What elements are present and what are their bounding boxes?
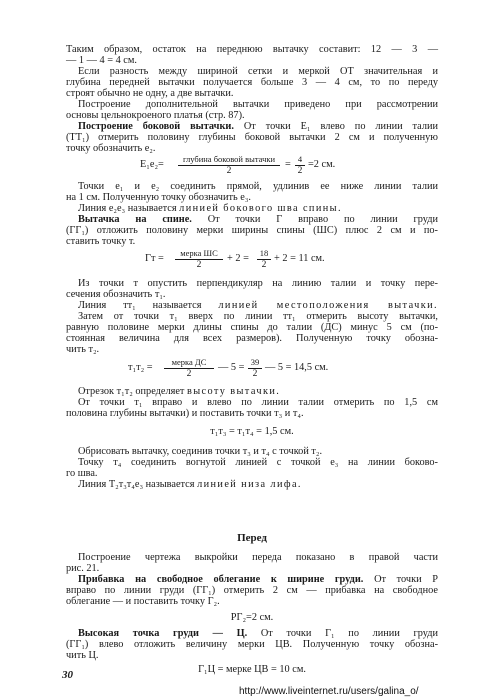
text-line: глубина передней вытачки получается больше 3 — 4 см, то по переду bbox=[66, 77, 438, 88]
formula-part: т₁т₂ = bbox=[128, 362, 153, 373]
text-line: Если разность между шириной сетки и меркой ОТ значительная и bbox=[78, 66, 438, 77]
text-line: облегание — и поставить точку Г₂. bbox=[66, 596, 220, 607]
text-line: половина глубины вытачки) и поставить точки т₃ и т₄. bbox=[66, 408, 304, 419]
text-line: основы цельнокроеного платья (стр. 87). bbox=[66, 110, 245, 121]
formula: РГ₂=2 см. bbox=[230, 612, 274, 623]
formula-denominator: 2 bbox=[297, 166, 303, 176]
text-span: Линия тт₁ называется bbox=[78, 300, 202, 311]
text-line: равную половине мерки длины спины до талии (ДС) минус 5 см (по- bbox=[66, 322, 438, 333]
spaced-term: линией низа лифа. bbox=[197, 479, 302, 490]
text-line bbox=[78, 574, 438, 585]
text-line: чить Ц. bbox=[66, 650, 99, 661]
text-span: Линия e₂e₃ называется bbox=[78, 203, 177, 214]
formula: Г₁Ц = мерке ЦВ = 10 см. bbox=[198, 664, 306, 675]
page-number: 30 bbox=[62, 669, 73, 681]
formula-numerator: глубина боковой вытачки bbox=[182, 154, 276, 164]
spaced-term: высоту вытачки. bbox=[186, 386, 281, 397]
text-span: От точки Р bbox=[374, 574, 439, 585]
formula bbox=[145, 248, 385, 270]
text-span: От точки E₁ влево по линии талии bbox=[243, 121, 438, 132]
text-line bbox=[78, 214, 438, 225]
watermark-link[interactable]: http://www.liveinternet.ru/users/galina_o/ bbox=[239, 686, 419, 697]
text-line: (ГГ₁) отложить половину мерки ширины спины (ШС) плюс 2 см и по- bbox=[66, 225, 438, 236]
text-line: От точки т₁ вправо и влево по линии талии отмерить по 1,5 см bbox=[78, 397, 438, 408]
text-span: От точки Г вправо по линии груди bbox=[207, 214, 438, 225]
formula-numerator: мерка ШС bbox=[180, 248, 218, 258]
text-line: чить т₂. bbox=[66, 344, 100, 355]
spaced-term: линией бокового шва спины. bbox=[179, 203, 342, 214]
text-span: От точки Г₁ по линии груди bbox=[260, 628, 438, 639]
text-line: (ГГ₁) влево отложить величину мерки ЦВ. Полученную точку обозна- bbox=[66, 639, 438, 650]
formula-numerator: 39 bbox=[250, 357, 260, 367]
text-line: Построение чертежа выкройки переда показано в правой части bbox=[78, 552, 438, 563]
subheading: Построение боковой вытачки. bbox=[78, 121, 234, 132]
formula-denominator: 2 bbox=[186, 369, 192, 379]
text-line: Построение дополнительной вытачки приведено при рассмотрении bbox=[78, 99, 438, 110]
spaced-term: линией местоположения вытачки. bbox=[218, 300, 439, 311]
formula-denominator: 2 bbox=[196, 260, 202, 270]
text-line bbox=[78, 479, 438, 490]
section-heading: Перед bbox=[237, 532, 267, 544]
formula-numerator: 4 bbox=[297, 154, 303, 164]
text-line: точку обозначить e₂. bbox=[66, 143, 156, 154]
text-line bbox=[78, 386, 438, 397]
subheading: Прибавка на свободное облегание к ширине груди. bbox=[78, 574, 364, 585]
formula-numerator: мерка ДС bbox=[171, 357, 207, 367]
text-line bbox=[78, 628, 438, 639]
formula-part: — 5 = 14,5 см. bbox=[265, 362, 329, 373]
text-span: Отрезок т₁т₂ определяет bbox=[78, 386, 185, 397]
formula-part: — 5 = bbox=[218, 362, 245, 373]
text-span: Линия Т₂т₃т₄e₃ называется bbox=[78, 479, 195, 490]
text-line: Точки e₁ и e₂ соединить прямой, удлинив ее ниже линии талии bbox=[78, 181, 438, 192]
text-line: (ТТ₁) отмерить половину глубины боковой вытачки 2 см и полученную bbox=[66, 132, 438, 143]
formula-part: =2 см. bbox=[308, 159, 336, 170]
text-line bbox=[78, 121, 438, 132]
text-line: вправо по линии груди (ГГ₁) отмерить 2 см — прибавка на свободное bbox=[66, 585, 438, 596]
text-line: Точку т₄ соединить вогнутой линией с точкой e₃ на линии боково- bbox=[78, 457, 438, 468]
text-line: на 1 см. Полученную точку обозначить e₃. bbox=[66, 192, 252, 203]
text-line: — 1 — 4 = 4 см. bbox=[66, 55, 137, 66]
text-line: стоянная величина для всех размеров). Полученную точку обозна- bbox=[66, 333, 438, 344]
formula-denominator: 2 bbox=[226, 166, 232, 176]
subheading: Вытачка на спине. bbox=[78, 214, 192, 225]
formula-denominator: 2 bbox=[261, 260, 267, 270]
text-line: рис. 21. bbox=[66, 563, 100, 574]
formula: т₁т₃ = т₁т₄ = 1,5 см. bbox=[210, 426, 294, 437]
formula-denominator: 2 bbox=[252, 369, 258, 379]
formula bbox=[140, 154, 380, 176]
text-line: Таким образом, остаток на переднюю вытачку составит: 12 — 3 — bbox=[66, 44, 438, 55]
subheading: Высокая точка груди — Ц. bbox=[78, 628, 248, 639]
formula-numerator: 18 bbox=[259, 248, 269, 258]
text-line: Затем от точки т₁ вверх по линии тт₁ отмерить высоту вытачки, bbox=[78, 311, 438, 322]
formula-part: + 2 = bbox=[227, 253, 249, 264]
text-line: Из точки т опустить перпендикуляр на линию талии и точку пере- bbox=[78, 278, 438, 289]
formula-part: + 2 = 11 см. bbox=[274, 253, 325, 264]
formula bbox=[128, 357, 388, 379]
text-line bbox=[78, 300, 438, 311]
formula-part: Гт = bbox=[145, 253, 164, 264]
formula-part: = bbox=[285, 159, 291, 170]
text-line bbox=[78, 203, 438, 214]
text-line: строят обычно не одну, а две вытачки. bbox=[66, 88, 234, 99]
text-line: ставить точку т. bbox=[66, 236, 136, 247]
text-line: Обрисовать вытачку, соединив точки т₃ и т₄ с точкой т₂. bbox=[78, 446, 323, 457]
text-line: го шва. bbox=[66, 468, 98, 479]
text-line: сечения обозначить т₁. bbox=[66, 289, 166, 300]
formula-part: E₁e₂= bbox=[140, 159, 164, 170]
